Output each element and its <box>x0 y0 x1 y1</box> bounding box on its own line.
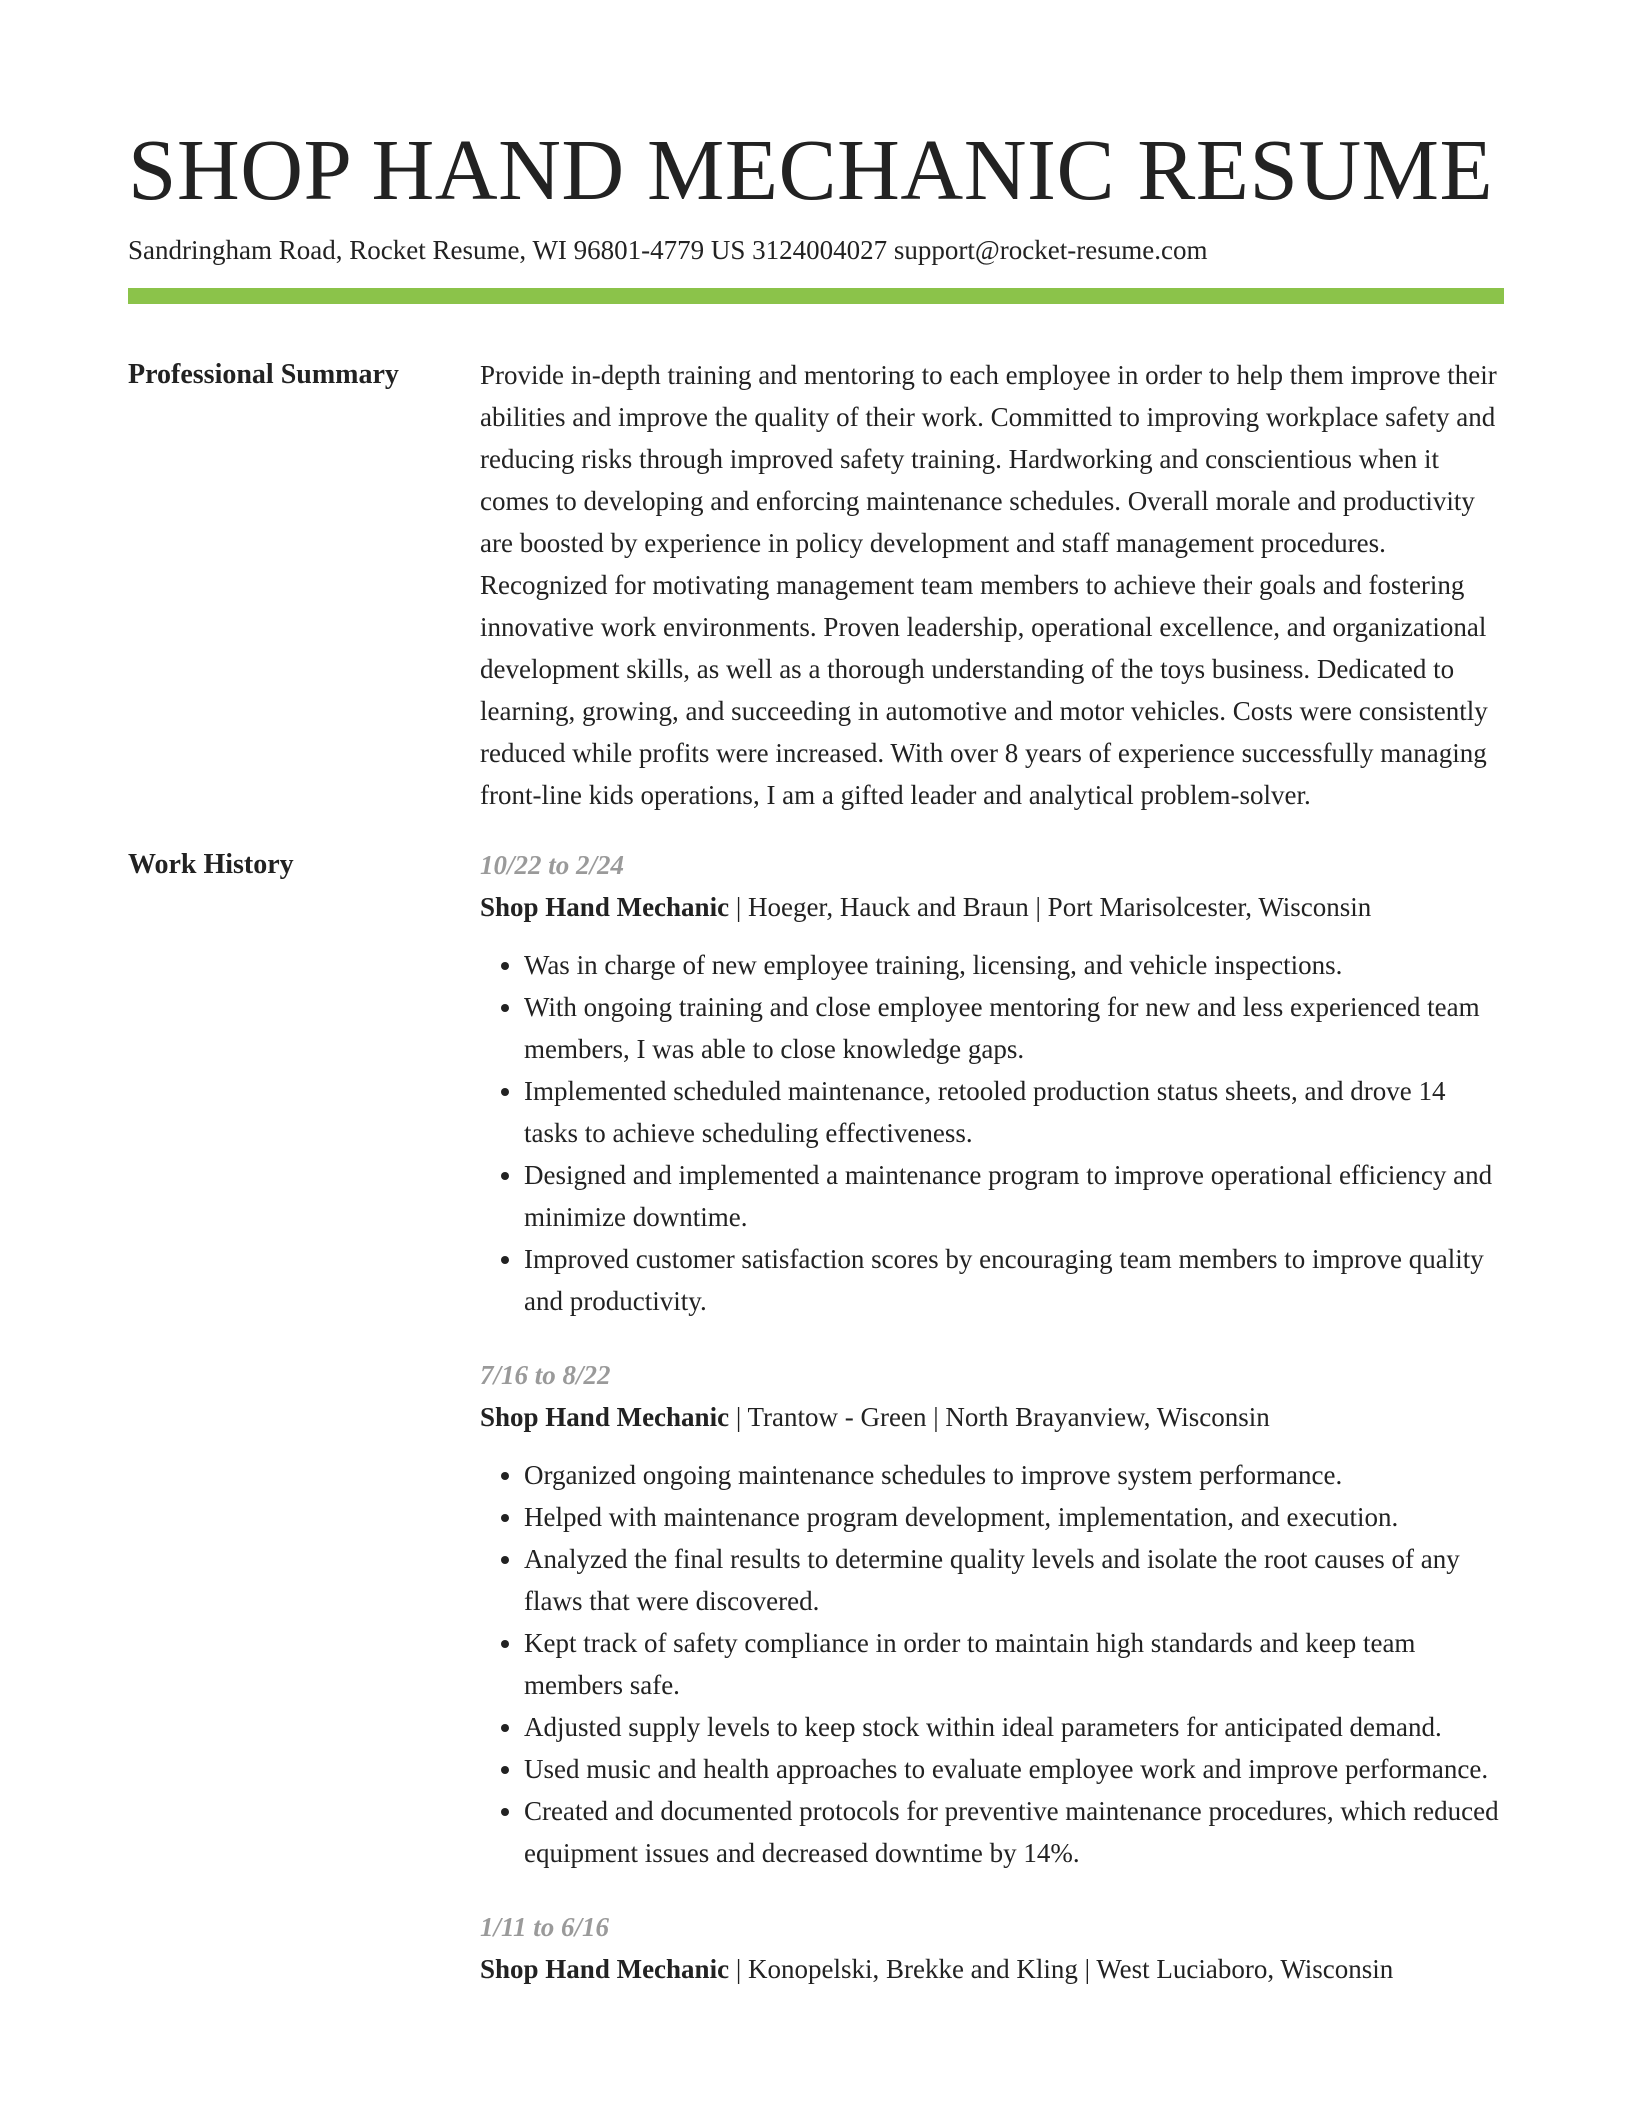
professional-summary-section <box>128 354 1504 816</box>
job-bullet: • Kept track of safety compliance in order to maintain high standards and keep team members safe. <box>524 1622 1504 1706</box>
job-bullet: • Was in charge of new employee training, licensing, and vehicle inspections. <box>524 944 1504 986</box>
job-bullet: • Organized ongoing maintenance schedules to improve system performance. <box>524 1454 1504 1496</box>
job-company-location: | Trantow - Green | North Brayanview, Wisconsin <box>729 1402 1270 1432</box>
job-bullet: • Used music and health approaches to evaluate employee work and improve performance. <box>524 1748 1504 1790</box>
work-history-section <box>128 844 1504 2022</box>
job-bullet-list <box>480 944 1504 1322</box>
resume-title: SHOP HAND MECHANIC RESUME <box>128 121 1494 218</box>
job-entry <box>480 1906 1504 1990</box>
job-bullet: • Analyzed the final results to determine quality levels and isolate the root causes of any flaws that were discovered. <box>524 1538 1504 1622</box>
job-title: Shop Hand Mechanic <box>480 1402 730 1432</box>
job-company-location: | Hoeger, Hauck and Braun | Port Marisolcester, Wisconsin <box>729 892 1372 922</box>
contact-line: Sandringham Road, Rocket Resume, WI 96801-4779 US 3124004027 support@rocket-resume.com <box>128 235 1208 265</box>
job-bullet: • Helped with maintenance program development, implementation, and execution. <box>524 1496 1504 1538</box>
work-history-body <box>480 844 1504 2022</box>
job-heading <box>480 1948 1504 1990</box>
job-bullet: • Implemented scheduled maintenance, retooled production status sheets, and drove 14 tasks to achieve scheduling effectiveness. <box>524 1070 1504 1154</box>
job-bullet-list <box>480 1454 1504 1874</box>
job-entry <box>480 1354 1504 1874</box>
section-title-summary: Professional Summary <box>128 359 399 390</box>
job-bullet: • Created and documented protocols for preventive maintenance procedures, which reduced equipment issues and decreased downtime by 14%. <box>524 1790 1504 1874</box>
job-dates: 1/11 to 6/16 <box>480 1912 610 1942</box>
job-heading <box>480 886 1504 928</box>
job-title: Shop Hand Mechanic <box>480 1954 730 1984</box>
job-title: Shop Hand Mechanic <box>480 892 730 922</box>
summary-body <box>480 354 1504 816</box>
resume-page <box>128 120 1504 2022</box>
job-dates: 10/22 to 2/24 <box>480 850 625 880</box>
job-company-location: | Konopelski, Brekke and Kling | West Luciaboro, Wisconsin <box>729 1954 1394 1984</box>
section-title-work: Work History <box>128 849 294 880</box>
summary-text: Provide in-depth training and mentoring to each employee in order to help them improve their abilities and improve the quality of their work. Committed to improving workplace safety and reducing risks through improved safety training. Hardworking and conscientious when it comes to developing and enforcing maintenance schedules. Overall morale and productivity are boosted by experience in policy development and staff management procedures. Recognized for motivating management team members to achieve their goals and fostering innovative work environments. Proven leadership, operational excellence, and organizational development skills, as well as a thorough understanding of the toys business. Dedicated to learning, growing, and succeeding in automotive and motor vehicles. Costs were consistently reduced while profits were increased. With over 8 years of experience successfully managing front-line kids operations, I am a gifted leader and analytical problem-solver. <box>480 360 1497 810</box>
job-bullet: • Designed and implemented a maintenance program to improve operational efficiency and minimize downtime. <box>524 1154 1504 1238</box>
job-dates: 7/16 to 8/22 <box>480 1360 611 1390</box>
accent-rule <box>128 288 1504 304</box>
job-heading <box>480 1396 1504 1438</box>
job-bullet: • Improved customer satisfaction scores by encouraging team members to improve quality and productivity. <box>524 1238 1504 1322</box>
job-entry <box>480 844 1504 1322</box>
job-bullet: • With ongoing training and close employee mentoring for new and less experienced team members, I was able to close knowledge gaps. <box>524 986 1504 1070</box>
job-bullet: • Adjusted supply levels to keep stock within ideal parameters for anticipated demand. <box>524 1706 1504 1748</box>
